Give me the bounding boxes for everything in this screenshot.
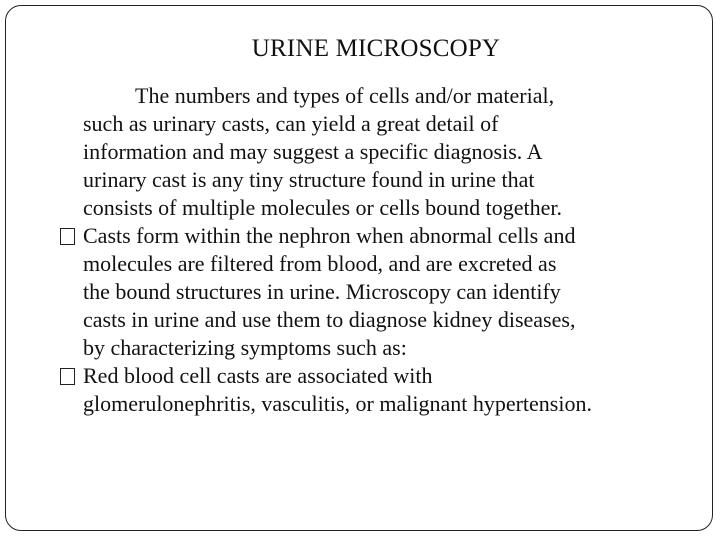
intro-line: urinary cast is any tiny structure found in urine that xyxy=(83,167,535,192)
square-bullet-icon xyxy=(60,228,75,245)
intro-line: information and may suggest a specific diagnosis. A xyxy=(83,139,543,164)
bullet-line: Casts form within the nephron when abnormal cells and xyxy=(83,223,576,248)
bullet-line: by characterizing symptoms such as: xyxy=(83,335,407,360)
bullet-line: Red blood cell casts are associated with xyxy=(83,363,433,388)
slide-body xyxy=(0,82,720,418)
bullet-line: glomerulonephritis, vasculitis, or malignant hypertension. xyxy=(83,391,592,416)
bullet-item xyxy=(0,362,720,418)
square-bullet-icon xyxy=(60,368,75,385)
intro-line: The numbers and types of cells and/or material, xyxy=(135,83,555,108)
intro-line: such as urinary casts, can yield a great detail of xyxy=(83,111,499,136)
intro-paragraph xyxy=(0,82,720,222)
intro-line: consists of multiple molecules or cells bound together. xyxy=(83,195,563,220)
bullet-line: the bound structures in urine. Microscopy can identify xyxy=(83,279,561,304)
bullet-item xyxy=(0,222,720,362)
bullet-line: molecules are filtered from blood, and are excreted as xyxy=(83,251,557,276)
bullet-line: casts in urine and use them to diagnose kidney diseases, xyxy=(83,307,576,332)
slide-title: URINE MICROSCOPY xyxy=(251,35,501,62)
